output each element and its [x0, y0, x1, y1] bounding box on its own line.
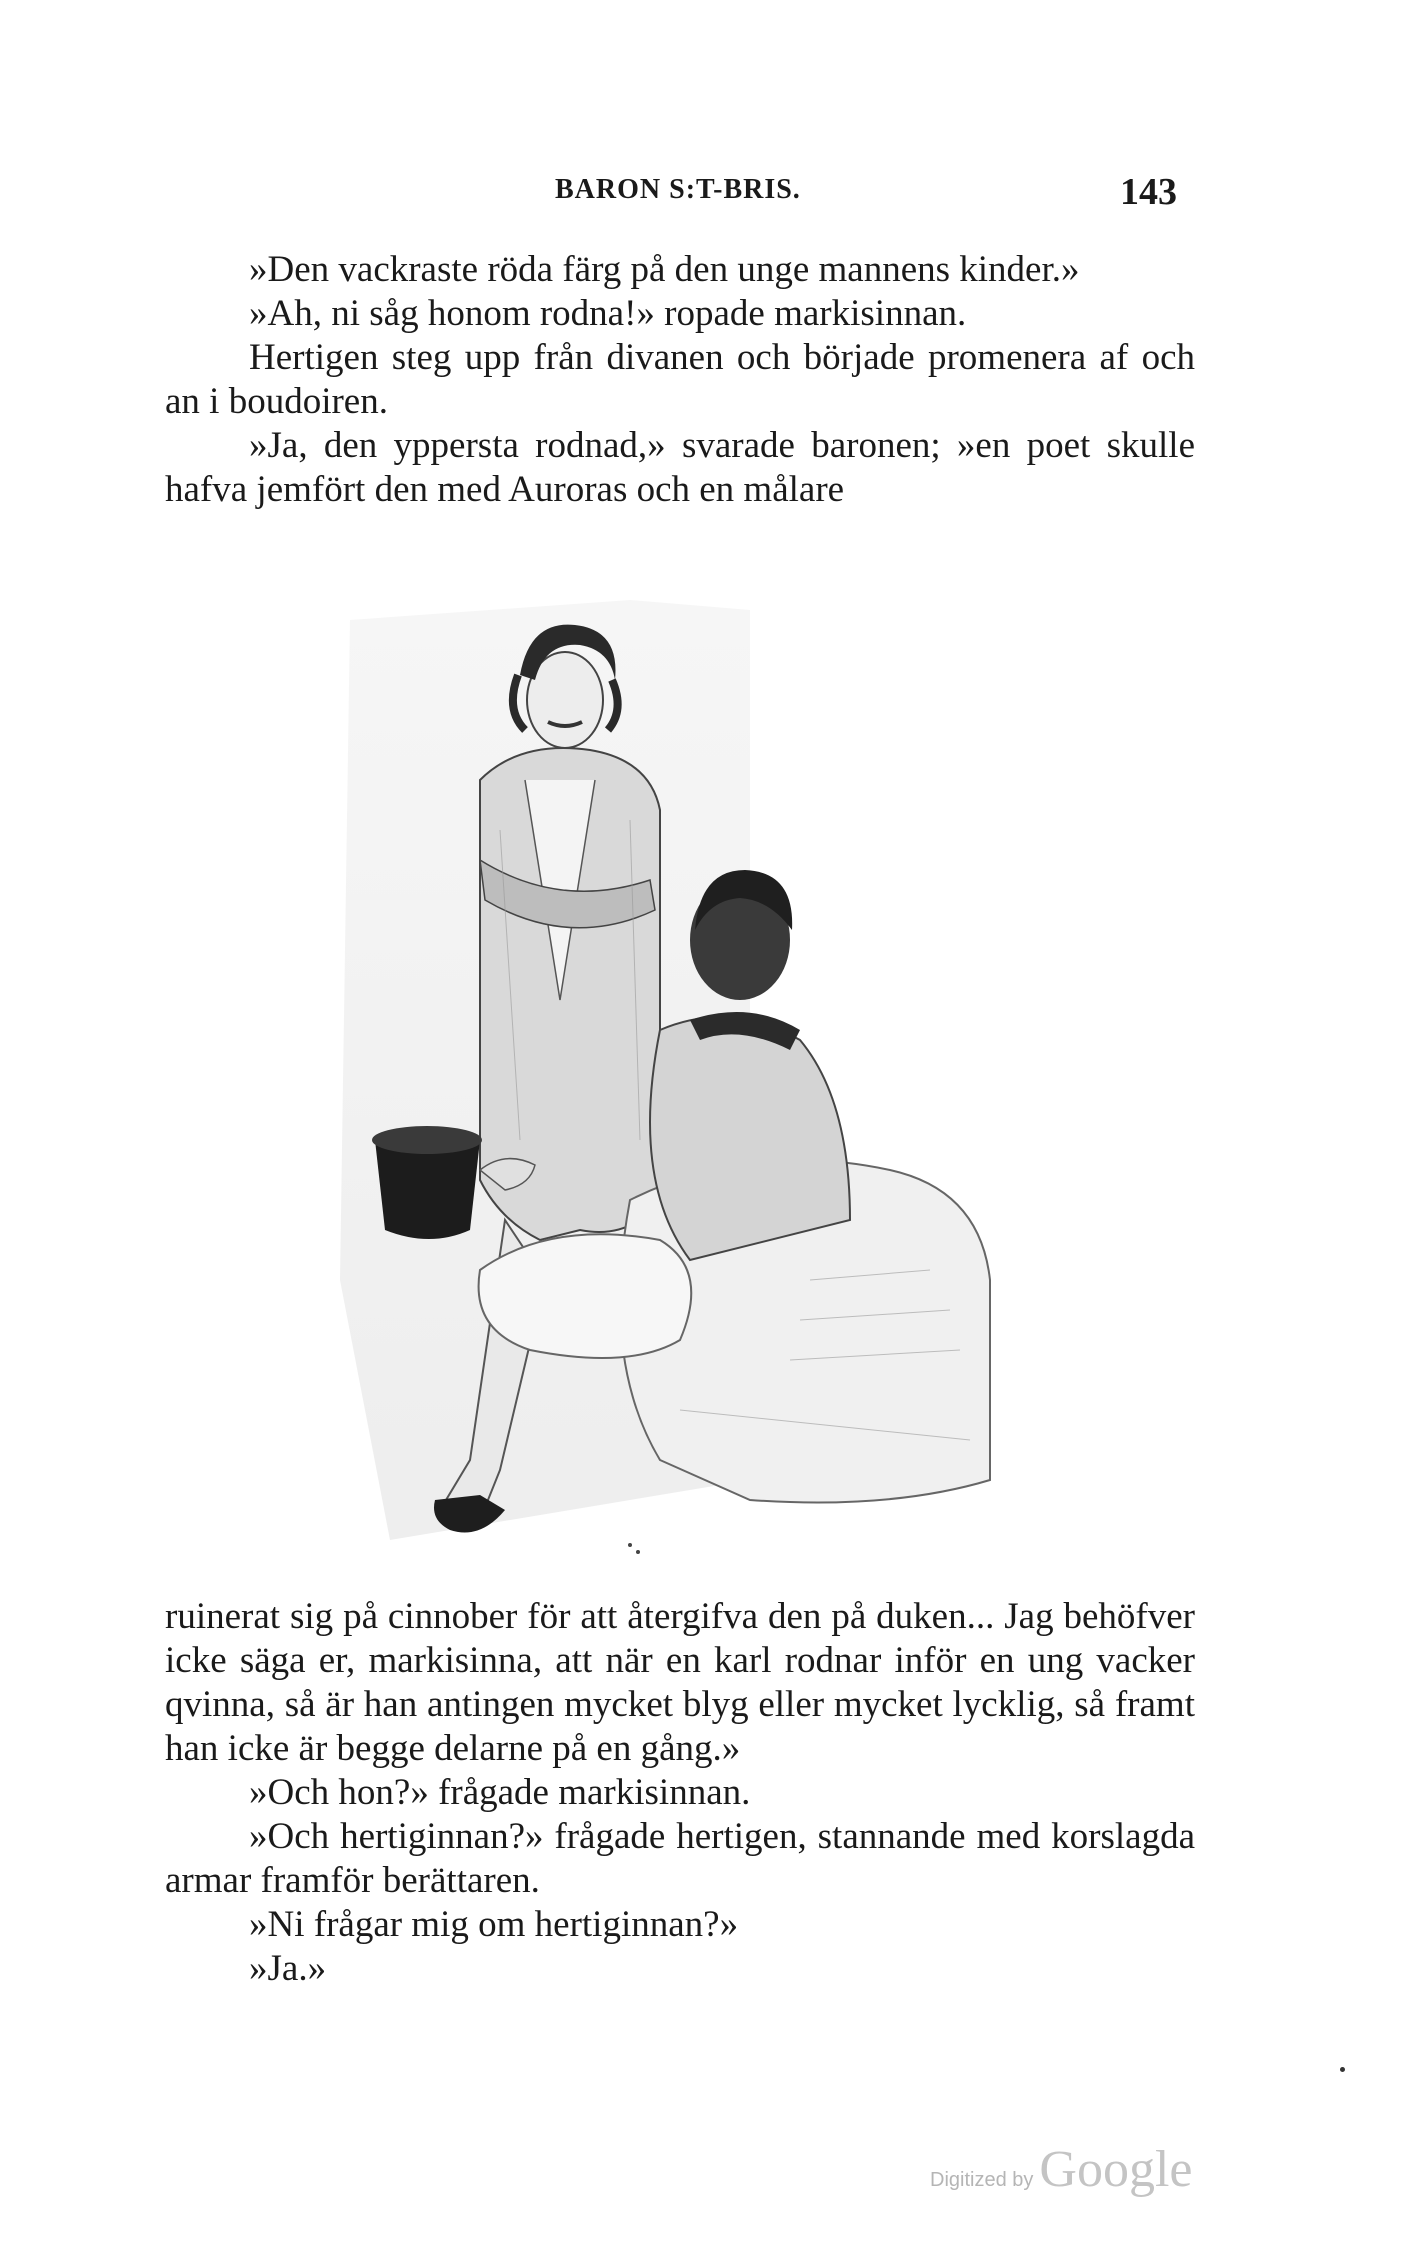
digitized-watermark: [930, 2140, 1192, 2199]
text-block-top: [165, 248, 1195, 512]
running-head: BARON S:T-BRIS.: [555, 174, 801, 205]
paragraph: Hertigen steg upp från divanen och började promenera af och an i boudoiren.: [165, 337, 1195, 422]
page-number: 143: [1120, 171, 1177, 213]
paragraph-continuation: ruinerat sig på cinnober för att återgifva den på duken... Jag behöfver icke säga er, markisinna, att när en karl rodnar inför en ung vacker qvinna, så är han antingen mycket blyg eller mycket lycklig, så framt han icke är begge delarne på en gång.»: [165, 1596, 1195, 1769]
watermark-prefix: Digitized by: [930, 2169, 1034, 2191]
ink-speck: [1340, 2067, 1345, 2072]
paragraph: »Och hertiginnan?» frågade hertigen, stannande med korslagda armar framför berättaren.: [165, 1816, 1195, 1901]
paragraph: »Ah, ni såg honom rodna!» ropade markisinnan.: [249, 293, 967, 334]
paragraph: »Ja, den yppersta rodnad,» svarade baronen; »en poet skulle hafva jemfört den med Auroras och en målare: [165, 425, 1195, 510]
paragraph: »Ni frågar mig om hertiginnan?»: [249, 1904, 739, 1945]
paragraph: »Ja.»: [249, 1948, 327, 1989]
paragraph: »Den vackraste röda färg på den unge mannens kinder.»: [249, 249, 1080, 290]
illustration-two-men: [330, 580, 1010, 1560]
google-logo: Google: [1039, 2141, 1193, 2198]
text-block-bottom: [165, 1595, 1195, 1991]
paragraph: »Och hon?» frågade markisinnan.: [249, 1772, 751, 1813]
